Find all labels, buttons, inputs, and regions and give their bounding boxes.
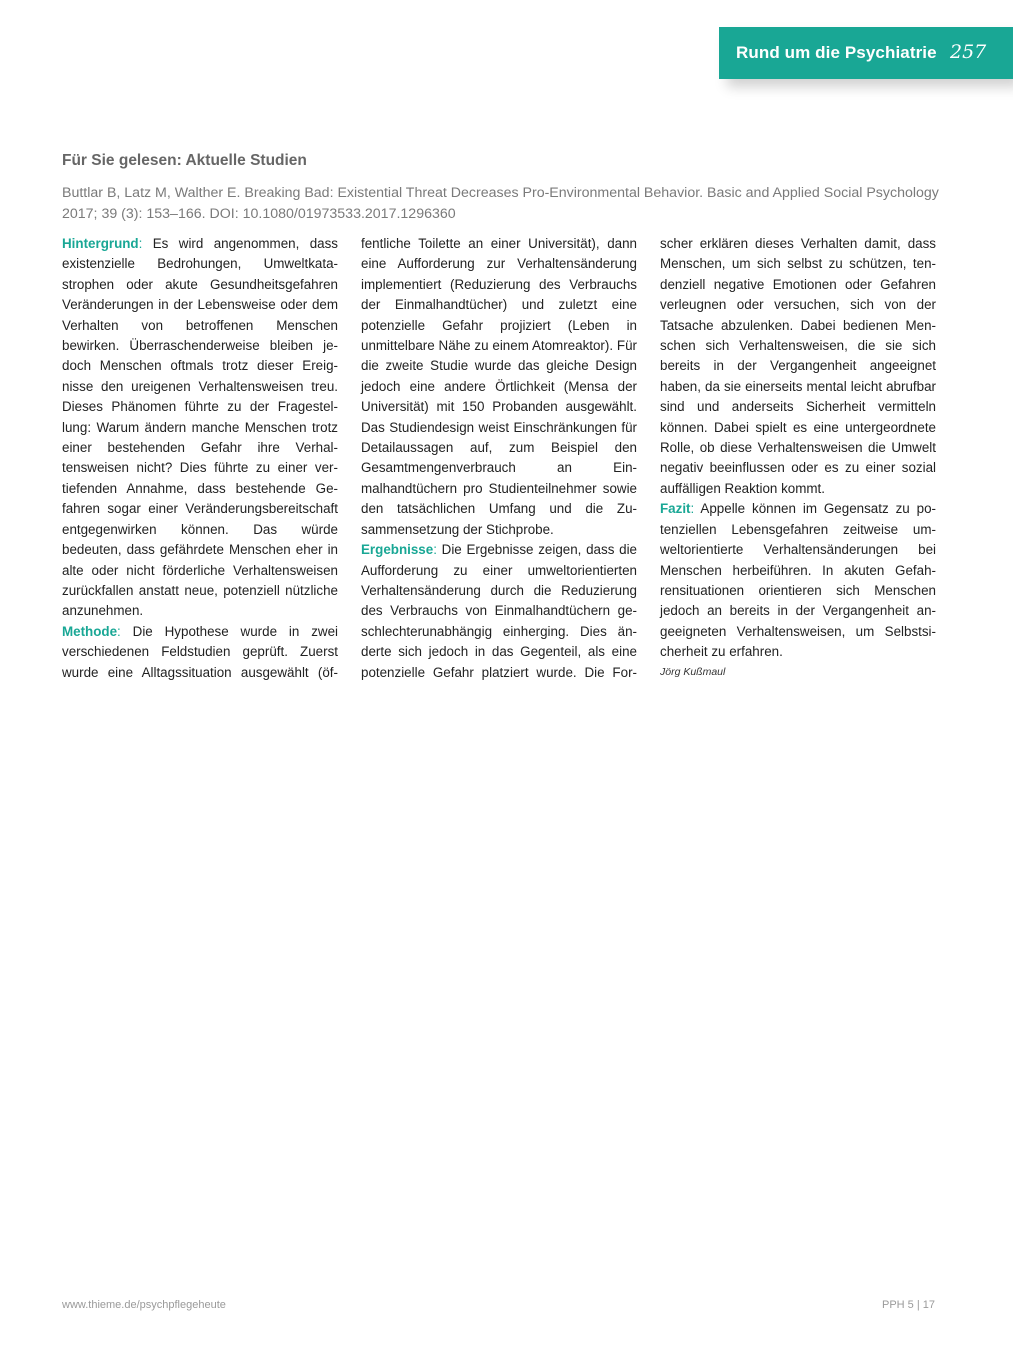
flow-results: Ergebnisse: Die Ergebnisse zeigen, dass die Aufforderung zu einer umweltorientierten Verhaltensänderung durch die Reduzierung des Verbrauchs von Einmalhandtüchern geschlechterunabhängig einherging. Dies änderte sich jedoch in das Gegenteil, als eine potenzielle Gefahr platziert wurde. Die Forscher erklären dieses Verhalten damit, dass Menschen, um sich selbst zu schützen, tendenziell negative Emotionen oder Gefahren verleugnen oder versuchen, sich von der Tatsache abzulenken. Dabei bedienen Menschen sich Verhaltensweisen, die sie sich bereits in der Vergangenheit angeeignet haben, da sie einerseits mental leicht abrufbar sind und anderseits Sicherheit vermitteln können. Dabei spielt es eine untergeordnete Rolle, ob diese Verhaltensweisen die Umwelt negativ beeinflussen oder es zu einer sozial auffälligen Reaktion kommt. xyxy=(361,236,936,680)
author-name: Jörg Kußmaul xyxy=(660,665,726,678)
flow-conclusion-label: Fazit xyxy=(660,501,691,517)
page-number: 257 xyxy=(950,41,987,63)
flow-conclusion: Fazit: Appelle können im Gegensatz zu potenziellen Lebensgefahren zeitweise umweltorientierte Verhaltensänderungen bei Menschen herbeiführen. In akuten Gefahrensituationen orientieren sich Menschen jedoch an bereits in der Vergangenheit angeeigneten Verhaltensweisen, um Selbstsicherheit zu erfahren. xyxy=(660,501,936,660)
flow-background: Hintergrund: Es wird angenommen, dass existenzielle Bedrohungen, Umweltkatastrophen oder akute Gesundheitsgefahren Veränderungen in der Lebensweise oder dem Verhalten von betroffenen Menschen bewirken. Überraschenderweise bleiben jedoch Menschen oftmals trotz dieser Ereignisse den ureigenen Verhaltensweisen treu. Dieses Phänomen führte zu der Fragestellung: Warum ändern manche Menschen trotz einer bestehenden Gefahr ihre Verhaltensweisen nicht? Dies führte zu einer vertiefenden Annahme, dass bestehende Gefahren sogar einer Veränderungsbereitschaft entgegenwirken können. Das würde bedeuten, dass gefährdete Menschen eher in alte oder nicht förderliche Verhaltensweisen zurückfallen anstatt neue, potenziell nützliche anzunehmen. xyxy=(62,236,338,619)
flow-conclusion-text: Appelle können im Gegensatz zu potenziellen Lebensgefahren zeitweise umweltorientierte Verhaltensänderungen bei Menschen herbeiführen. In akuten Gefahrensituationen orientieren sich Menschen jedoch an bereits in der Vergangenheit angeeigneten Verhaltensweisen, um Selbstsicherheit zu erfahren. xyxy=(660,501,936,660)
section-header-title: Rund um die Psychiatrie xyxy=(736,43,937,62)
flow-method-text: Die Hypothese wurde in zwei verschiedenen Feldstudien geprüft. Zuerst wurde eine Alltagssituation ausgewählt (öffentliche Toilette an einer Universität), dann eine Aufforderung zur Verhaltensänderung implementiert (Reduzierung des Verbrauchs der Einmalhandtücher) und zuletzt eine potenzielle Gefahr projiziert (Leben in unmittelbare Nähe zu einem Atomreaktor). Für die zweite Studie wurde das gleiche Design jedoch eine andere Örtlichkeit (Mensa der Universität) mit 150 Probanden ausgewählt. Das Studiendesign weist Einschränkungen für Detailaussagen auf, zum Beispiel den Gesamtmengenverbrauch an Einmalhandtüchern pro Studienteilnehmer sowie den tatsächlichen Umfang und die Zusammensetzung der Stichprobe. xyxy=(62,236,637,680)
article-citation: Buttlar B, Latz M, Walther E. Breaking Bad: Existential Threat Decreases Pro-Environmental Behavior. Basic and Applied Social Psychology 2017; 39 (3): 153–166. DOI: 10.1080/01973533.2017.1296360 xyxy=(62,185,939,222)
flow-background-label: Hintergrund xyxy=(62,236,139,251)
three-column-flow xyxy=(62,234,936,694)
footer-url[interactable]: www.thieme.de/psychpflegeheute xyxy=(62,1299,226,1311)
flow-method-label: Methode xyxy=(62,623,118,639)
section-title: Für Sie gelesen: Aktuelle Studien xyxy=(62,152,307,169)
flow-background-text: Es wird angenommen, dass existenzielle Bedrohungen, Umweltkatastrophen oder akute Gesundheitsgefahren Veränderungen in der Lebensweise oder dem Verhalten von betroffenen Menschen bewirken. Überraschenderweise bleiben jedoch Menschen oftmals trotz dieser Ereignisse den ureigenen Verhaltensweisen treu. Dieses Phänomen führte zu der Fragestellung: Warum ändern manche Menschen trotz einer bestehenden Gefahr ihre Verhaltensweisen nicht? Dies führte zu einer vertiefenden Annahme, dass bestehende Gefahren sogar einer Veränderungsbereitschaft entgegenwirken können. Das würde bedeuten, dass gefährdete Menschen eher in alte oder nicht förderliche Verhaltensweisen zurückfallen anstatt neue, potenziell nützliche anzunehmen. xyxy=(62,236,338,619)
flow-method: Methode: Die Hypothese wurde in zwei verschiedenen Feldstudien geprüft. Zuerst wurde eine Alltagssituation ausgewählt (öffentliche Toilette an einer Universität), dann eine Aufforderung zur Verhaltensänderung implementiert (Reduzierung des Verbrauchs der Einmalhandtücher) und zuletzt eine potenzielle Gefahr projiziert (Leben in unmittelbare Nähe zu einem Atomreaktor). Für die zweite Studie wurde das gleiche Design jedoch eine andere Örtlichkeit (Mensa der Universität) mit 150 Probanden ausgewählt. Das Studiendesign weist Einschränkungen für Detailaussagen auf, zum Beispiel den Gesamtmengenverbrauch an Einmalhandtüchern pro Studienteilnehmer sowie den tatsächlichen Umfang und die Zusammensetzung der Stichprobe. xyxy=(62,236,637,680)
footer-issue: PPH 5 | 17 xyxy=(882,1299,935,1311)
section-header-tab xyxy=(719,27,1013,79)
flow-results-text: Die Ergebnisse zeigen, dass die Aufforderung zu einer umweltorientierten Verhaltensänderung durch die Reduzierung des Verbrauchs von Einmalhandtüchern geschlechterunabhängig einherging. Dies änderte sich jedoch in das Gegenteil, als eine potenzielle Gefahr platziert wurde. Die Forscher erklären dieses Verhalten damit, dass Menschen, um sich selbst zu schützen, tendenziell negative Emotionen oder Gefahren verleugnen oder versuchen, sich von der Tatsache abzulenken. Dabei bedienen Menschen sich Verhaltensweisen, die sie sich bereits in der Vergangenheit angeeignet haben, da sie einerseits mental leicht abrufbar sind und anderseits Sicherheit vermitteln können. Dabei spielt es eine untergeordnete Rolle, ob diese Verhaltensweisen die Umwelt negativ beeinflussen oder es zu einer sozial auffälligen Reaktion kommt. xyxy=(361,236,936,680)
flow-results-label: Ergebnisse xyxy=(361,542,434,558)
text-flow-container xyxy=(62,234,936,694)
